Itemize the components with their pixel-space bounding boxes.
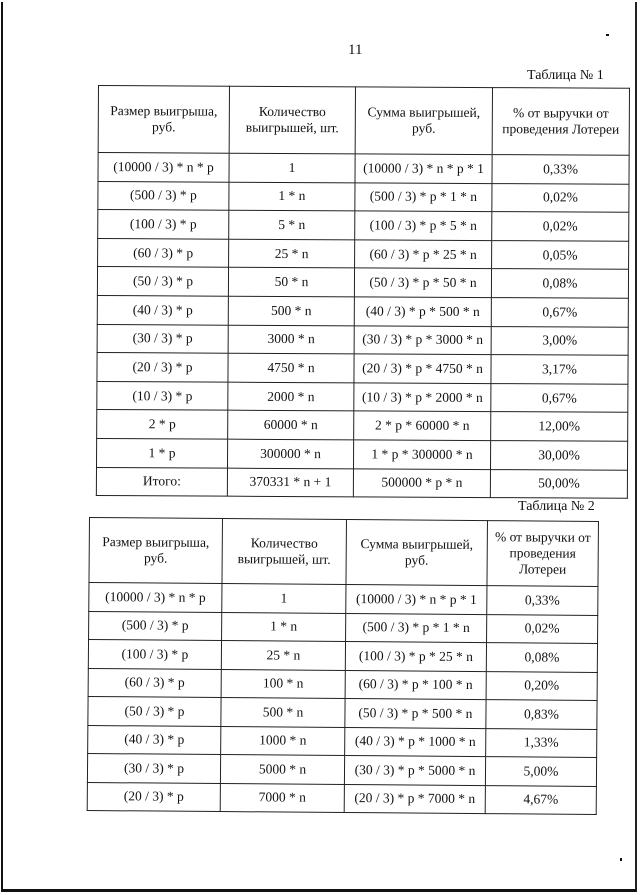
column-header-revenue-percent: % от выручки от проведения Лотереи xyxy=(492,88,629,156)
cell-prize-amount: (50 / 3) * p xyxy=(88,696,221,726)
table-row xyxy=(97,267,628,298)
cell-revenue-percent: 0,83% xyxy=(486,700,597,729)
cell-prize-count: 1000 * n xyxy=(221,726,345,755)
cell-prize-count: 100 * n xyxy=(221,669,345,698)
page-number: 11 xyxy=(348,42,363,58)
column-header-prize-sum: Сумма выигрышей, руб. xyxy=(355,87,492,155)
cell-prize-sum: (10000 / 3) * n * p * 1 xyxy=(346,585,487,615)
cell-prize-sum: (100 / 3) * p * 5 * n xyxy=(355,211,492,240)
cell-prize-sum: (50 / 3) * p * 500 * n xyxy=(345,699,486,729)
prize-table-1 xyxy=(96,85,630,499)
cell-revenue-percent: 1,33% xyxy=(486,728,597,757)
cell-prize-amount: (10000 / 3) * n * p xyxy=(89,583,222,613)
cell-prize-sum: (10000 / 3) * n * p * 1 xyxy=(355,154,492,183)
cell-prize-amount: (100 / 3) * p xyxy=(88,640,221,670)
cell-prize-count: 1 * n xyxy=(222,612,346,641)
cell-prize-count: 5 * n xyxy=(229,210,355,239)
cell-revenue-percent: 0,33% xyxy=(492,155,629,184)
cell-prize-amount: (10 / 3) * p xyxy=(97,381,228,410)
cell-revenue-percent: 0,02% xyxy=(487,614,598,643)
cell-prize-count: 7000 * n xyxy=(220,783,344,812)
cell-prize-count: 1 * n xyxy=(229,182,355,211)
cell-revenue-percent: 0,20% xyxy=(486,671,597,700)
cell-prize-count: 5000 * n xyxy=(220,755,344,784)
cell-revenue-percent: 12,00% xyxy=(491,412,628,441)
cell-revenue-percent: 0,67% xyxy=(491,298,628,327)
cell-prize-count: 1 xyxy=(222,584,346,613)
table-header-row xyxy=(89,518,598,587)
table-row xyxy=(98,181,629,212)
column-header-prize-amount: Размер выигрыша, руб. xyxy=(89,518,223,584)
cell-prize-sum: (30 / 3) * p * 3000 * n xyxy=(354,325,491,354)
table-row xyxy=(97,410,628,441)
table-row xyxy=(96,467,627,498)
cell-revenue-percent: 5,00% xyxy=(485,757,596,786)
cell-revenue-percent: 0,33% xyxy=(487,586,598,615)
cell-prize-amount: (500 / 3) * p xyxy=(89,611,222,641)
cell-prize-count: 50 * n xyxy=(228,268,354,297)
cell-prize-count: 60000 * n xyxy=(228,411,354,440)
column-header-revenue-percent: % от выручки от проведения Лотереи xyxy=(487,521,599,587)
cell-prize-count: 500 * n xyxy=(228,296,354,325)
table-row xyxy=(98,153,629,184)
cell-prize-amount: (40 / 3) * p xyxy=(97,295,228,324)
cell-prize-amount: 1 * p xyxy=(96,438,227,467)
cell-prize-amount: (20 / 3) * p xyxy=(87,782,220,812)
cell-revenue-percent: 3,17% xyxy=(491,355,628,384)
prize-table-2 xyxy=(87,517,599,815)
cell-prize-count: 3000 * n xyxy=(228,325,354,354)
cell-prize-count: 25 * n xyxy=(229,239,355,268)
table-row xyxy=(98,238,629,269)
table-row xyxy=(88,696,597,728)
table-header-row xyxy=(98,86,629,156)
table-row xyxy=(97,295,628,326)
cell-prize-sum: (50 / 3) * p * 50 * n xyxy=(354,268,491,297)
cell-prize-amount: 2 * p xyxy=(97,410,228,439)
cell-prize-sum: (20 / 3) * p * 7000 * n xyxy=(344,784,485,814)
cell-prize-count: 2000 * n xyxy=(228,382,354,411)
cell-prize-amount: (60 / 3) * p xyxy=(98,238,229,267)
table-row xyxy=(87,753,596,785)
cell-revenue-percent: 0,02% xyxy=(492,212,629,241)
table-row xyxy=(97,353,628,384)
table-row xyxy=(87,782,596,814)
cell-prize-amount: (30 / 3) * p xyxy=(97,324,228,353)
cell-prize-amount: Итого: xyxy=(96,467,227,496)
cell-revenue-percent: 0,08% xyxy=(486,643,597,672)
cell-prize-sum: 1 * p * 300000 * n xyxy=(353,440,490,469)
cell-prize-count: 4750 * n xyxy=(228,353,354,382)
cell-prize-sum: (40 / 3) * p * 1000 * n xyxy=(345,727,486,757)
column-header-prize-amount: Размер выигрыша, руб. xyxy=(98,86,229,154)
table-1-caption: Таблица № 1 xyxy=(527,68,604,83)
cell-prize-sum: (10 / 3) * p * 2000 * n xyxy=(354,383,491,412)
column-header-prize-sum: Сумма выигрышей, руб. xyxy=(346,520,488,586)
cell-prize-amount: (10000 / 3) * n * p xyxy=(98,153,229,182)
cell-prize-sum: (500 / 3) * p * 1 * n xyxy=(355,182,492,211)
cell-prize-sum: (60 / 3) * p * 25 * n xyxy=(355,240,492,269)
table-row xyxy=(88,668,597,700)
table-row xyxy=(96,438,627,469)
cell-prize-amount: (500 / 3) * p xyxy=(98,181,229,210)
cell-prize-sum: (100 / 3) * p * 25 * n xyxy=(345,642,486,672)
table-row xyxy=(97,381,628,412)
cell-prize-count: 25 * n xyxy=(221,641,345,670)
cell-prize-amount: (50 / 3) * p xyxy=(97,267,228,296)
cell-prize-sum: (40 / 3) * p * 500 * n xyxy=(354,297,491,326)
cell-prize-amount: (60 / 3) * p xyxy=(88,668,221,698)
cell-revenue-percent: 0,08% xyxy=(491,269,628,298)
cell-revenue-percent: 4,67% xyxy=(485,785,596,814)
cell-prize-sum: (30 / 3) * p * 5000 * n xyxy=(344,756,485,786)
cell-revenue-percent: 3,00% xyxy=(491,326,628,355)
cell-prize-count: 1 xyxy=(229,153,355,182)
cell-revenue-percent: 0,02% xyxy=(492,183,629,212)
cell-prize-amount: (40 / 3) * p xyxy=(88,725,221,755)
table-row xyxy=(88,640,597,672)
cell-prize-sum: (500 / 3) * p * 1 * n xyxy=(346,613,487,643)
column-header-prize-count: Количество выигрышей, шт. xyxy=(222,519,347,585)
cell-prize-count: 370331 * n + 1 xyxy=(227,468,353,497)
table-2-caption: Таблица № 2 xyxy=(518,499,595,514)
cell-revenue-percent: 30,00% xyxy=(490,440,627,469)
cell-prize-amount: (30 / 3) * p xyxy=(87,753,220,783)
table-row xyxy=(98,210,629,241)
cell-prize-count: 500 * n xyxy=(221,698,345,727)
table-row xyxy=(89,611,598,643)
cell-prize-count: 300000 * n xyxy=(227,439,353,468)
scan-mark xyxy=(620,858,622,861)
cell-revenue-percent: 0,67% xyxy=(491,383,628,412)
cell-prize-sum: (60 / 3) * p * 100 * n xyxy=(345,670,486,700)
cell-revenue-percent: 0,05% xyxy=(492,240,629,269)
cell-prize-sum: 500000 * p * n xyxy=(353,468,490,497)
table-row xyxy=(97,324,628,355)
table-row xyxy=(89,583,598,615)
column-header-prize-count: Количество выигрышей, шт. xyxy=(229,86,355,154)
cell-prize-amount: (20 / 3) * p xyxy=(97,353,228,382)
cell-prize-sum: 2 * p * 60000 * n xyxy=(354,411,491,440)
cell-revenue-percent: 50,00% xyxy=(490,469,627,498)
table-row xyxy=(88,725,597,757)
scan-mark xyxy=(606,34,609,36)
cell-prize-amount: (100 / 3) * p xyxy=(98,210,229,239)
cell-prize-sum: (20 / 3) * p * 4750 * n xyxy=(354,354,491,383)
